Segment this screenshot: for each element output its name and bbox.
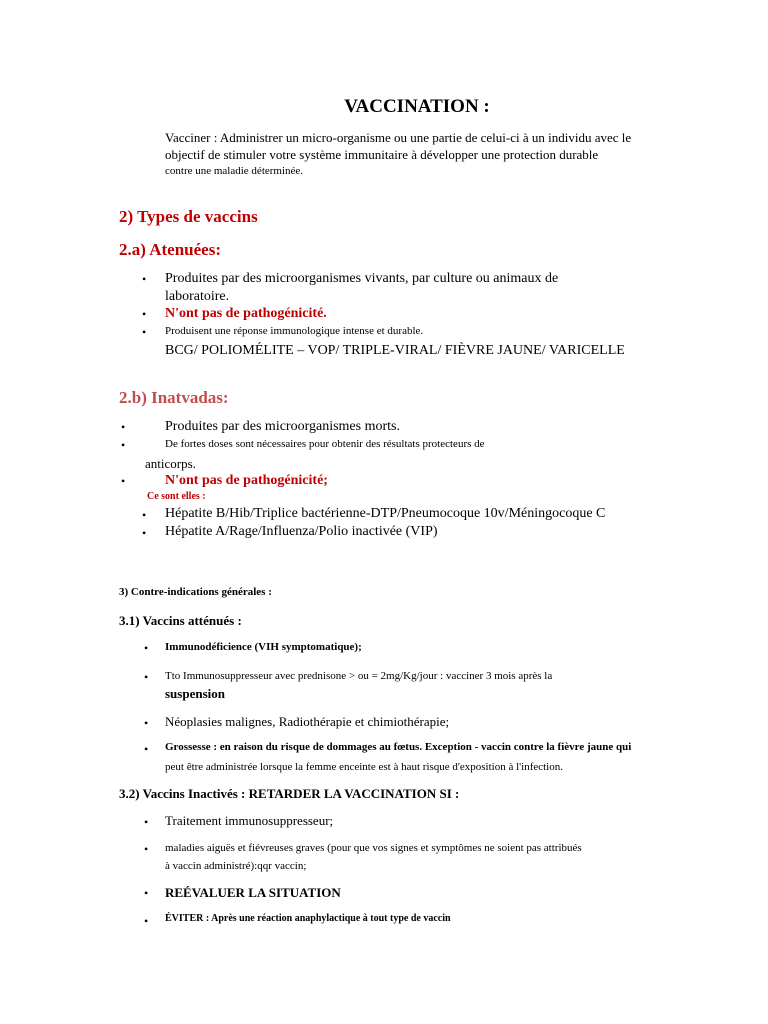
contra-inactivated-heading: 3.2) Vaccins Inactivés : RETARDER LA VACCINATION SI : — [119, 786, 460, 801]
bullet-icon: • — [142, 526, 147, 540]
bullet-icon: • — [142, 307, 147, 321]
contra-inactivated-item-4: ÉVITER : Après une réaction anaphylactique à tout type de vaccin — [165, 913, 451, 924]
inactivated-item-2-line-1: De fortes doses sont nécessaires pour obtenir des résultats protecteurs de — [165, 438, 485, 450]
bullet-icon: • — [142, 325, 147, 339]
contra-attenuated-item-2-line-2: suspension — [165, 686, 225, 701]
intro-line-2: objectif de stimuler votre système immunitaire à développer une protection durable — [165, 147, 599, 162]
bullet-icon: • — [144, 670, 149, 684]
bullet-icon: • — [121, 438, 126, 452]
checkmark-icon — [145, 129, 154, 144]
inactivated-heading: 2.b) Inatvadas: — [119, 388, 229, 407]
bullet-icon: • — [144, 742, 149, 756]
inactivated-item-1: Produites par des microorganismes morts. — [165, 419, 400, 434]
contra-inactivated-item-2-line-1: maladies aiguës et fiévreuses graves (pour que vos signes et symptômes ne soient pas attribués — [165, 842, 582, 854]
contra-inactivated-item-1: Traitement immunosuppresseur; — [165, 813, 334, 828]
intro-line-1: Vacciner : Administrer un micro-organisme ou une partie de celui-ci à un individu avec le — [165, 130, 632, 145]
attenuated-item-1-line-1: Produites par des microorganismes vivants, par culture ou animaux de — [165, 271, 559, 286]
intro-line-3: contre une maladie déterminée. — [165, 165, 304, 177]
attenuated-heading: 2.a) Atenuées: — [119, 240, 221, 259]
contra-attenuated-item-4-line-1: Grossesse : en raison du risque de dommages au fœtus. Exception - vaccin contre la fièvre jaune qui — [165, 741, 632, 753]
bullet-icon: • — [121, 474, 126, 488]
section-types-heading: 2) Types de vaccins — [119, 207, 258, 226]
bullet-icon: • — [144, 716, 149, 730]
attenuated-item-1-line-2: laboratoire. — [165, 289, 230, 304]
contra-attenuated-item-2-line-1: Tto Immunosuppresseur avec prednisone > ou = 2mg/Kg/jour : vacciner 3 mois après la — [165, 670, 553, 682]
attenuated-examples: BCG/ POLIOMÉLITE – VOP/ TRIPLE-VIRAL/ FIÈVRE JAUNE/ VARICELLE — [165, 343, 625, 358]
bullet-icon: • — [142, 508, 147, 522]
bullet-icon: • — [144, 842, 149, 856]
contra-attenuated-heading: 3.1) Vaccins atténués : — [119, 613, 242, 628]
inactivated-example-2: Hépatite A/Rage/Influenza/Polio inactivée (VIP) — [165, 524, 438, 539]
inactivated-item-3: N'ont pas de pathogénicité; — [165, 473, 328, 488]
bullet-icon: • — [144, 815, 149, 829]
inactivated-example-1: Hépatite B/Hib/Triplice bactérienne-DTP/Pneumocoque 10v/Méningocoque C — [165, 506, 606, 521]
attenuated-item-3: Produisent une réponse immunologique intense et durable. — [165, 325, 424, 337]
bullet-icon: • — [144, 886, 149, 900]
contra-inactivated-item-3: REÉVALUER LA SITUATION — [165, 885, 341, 900]
contra-attenuated-item-3: Néoplasies malignes, Radiothérapie et chimiothérapie; — [165, 714, 450, 729]
page-title: VACCINATION : — [344, 96, 490, 117]
inactivated-item-2-line-2: anticorps. — [145, 456, 196, 471]
contra-attenuated-item-1: Immunodéficience (VIH symptomatique); — [165, 641, 362, 653]
bullet-icon: • — [144, 914, 149, 928]
contra-heading: 3) Contre-indications générales : — [119, 586, 272, 598]
contra-attenuated-item-4-line-2: peut être administrée lorsque la femme enceinte est à haut risque d'exposition à l'infection. — [165, 761, 563, 773]
inactivated-sub-label: Ce sont elles : — [147, 491, 206, 502]
attenuated-item-2: N'ont pas de pathogénicité. — [165, 306, 327, 321]
bullet-icon: • — [121, 420, 126, 434]
contra-inactivated-item-2-line-2: à vaccin administré):qqr vaccin; — [165, 860, 307, 872]
bullet-icon: • — [144, 641, 149, 655]
bullet-icon: • — [142, 272, 147, 286]
